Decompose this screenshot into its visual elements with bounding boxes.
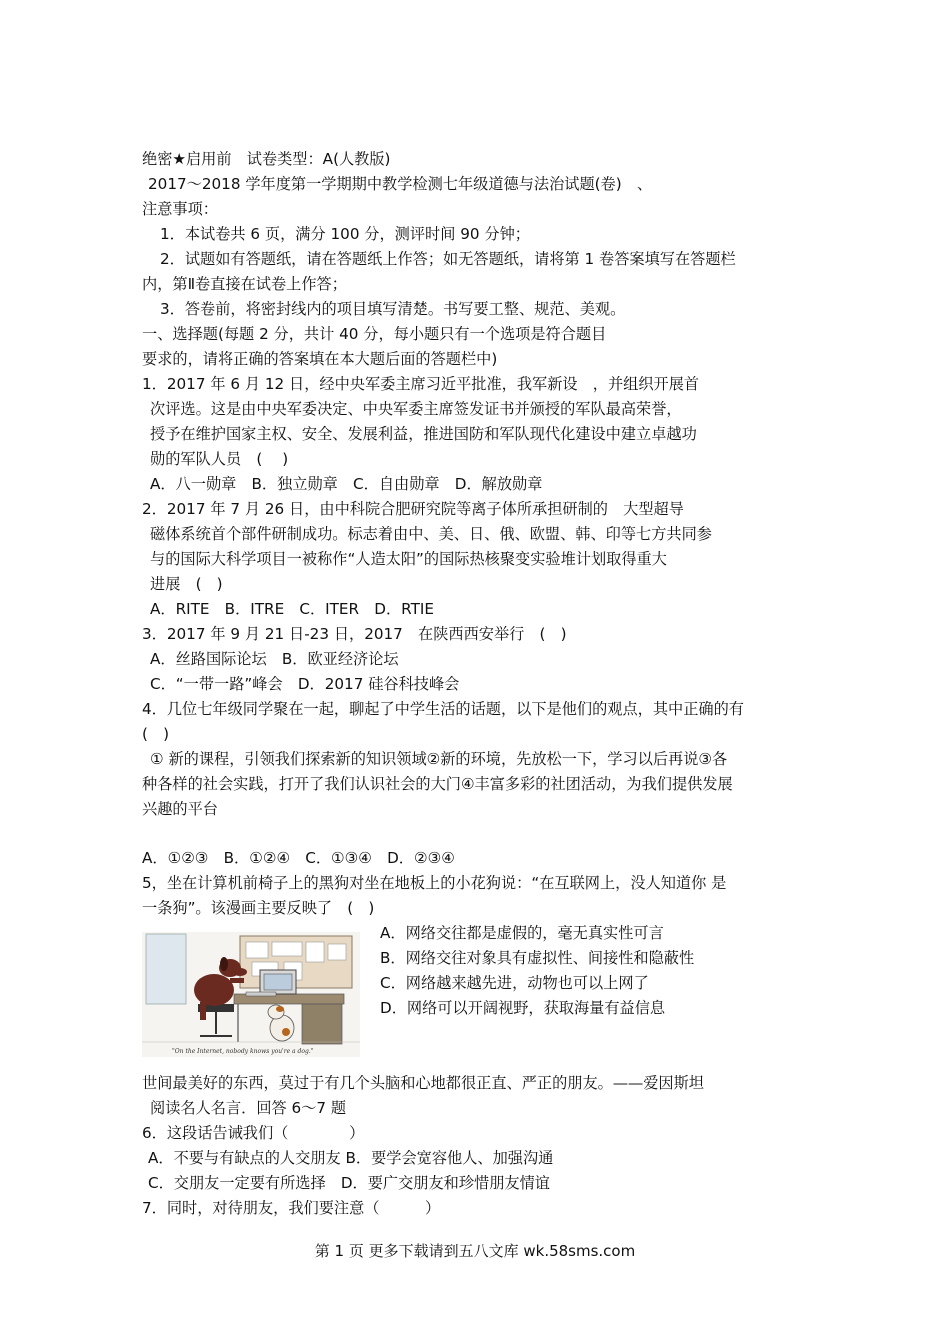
q2-options: A．RITE B．ITRE C．ITER D．RTIE bbox=[150, 600, 434, 618]
q5-stem-2: 一条狗”。该漫画主要反映了 ( ) bbox=[142, 899, 375, 917]
q2-stem: 2．2017 年 7 月 26 日，由中科院合肥研究院等离子体所承担研制的 大型超导 bbox=[142, 500, 684, 518]
q7-stem: 7．同时，对待朋友，我们要注意（ ） bbox=[142, 1199, 441, 1217]
q4-stem-2: ( ) bbox=[142, 725, 170, 743]
q4-stem-5: 兴趣的平台 bbox=[142, 800, 218, 818]
classification-line: 绝密★启用前 试卷类型：A(人教版) bbox=[142, 150, 391, 168]
q3-stem: 3．2017 年 9 月 21 日-23 日，2017 在陕西西安举行 ( ) bbox=[142, 625, 567, 643]
q5-option-c: C．网络越来越先进，动物也可以上网了 bbox=[380, 974, 649, 992]
q6-options-1: A．不要与有缺点的人交朋友 B．要学会宽容他人、加强沟通 bbox=[148, 1149, 554, 1167]
q5-option-a: A．网络交往都是虚假的，毫无真实性可言 bbox=[380, 924, 664, 942]
section-heading: 一、选择题(每题 2 分，共计 40 分，每小题只有一个选项是符合题目 bbox=[142, 325, 607, 343]
dog-cartoon-image bbox=[142, 932, 360, 1057]
q3-options-2: C．“一带一路”峰会 D．2017 硅谷科技峰会 bbox=[150, 675, 460, 693]
q1-stem-2: 次评选。这是由中央军委决定、中央军委主席签发证书并颁授的军队最高荣誉， bbox=[150, 400, 682, 418]
quote-text: 世间最美好的东西，莫过于有几个头脑和心地都很正直、严正的朋友。——爱因斯坦 bbox=[142, 1074, 704, 1092]
cartoon-caption: "On the Internet, nobody knows you're a dog." bbox=[172, 1048, 314, 1055]
q5-stem: 5，坐在计算机前椅子上的黑狗对坐在地板上的小花狗说：“在互联网上，没人知道你 是 bbox=[142, 874, 727, 892]
note-item-3: 3．答卷前，将密封线内的项目填写清楚。书写要工整、规范、美观。 bbox=[160, 300, 626, 318]
q1-stem: 1．2017 年 6 月 12 日，经中央军委主席习近平批准，我军新设 ，并组织开展首 bbox=[142, 375, 700, 393]
cartoon-illustration bbox=[142, 932, 360, 1057]
q1-options: A．八一勋章 B．独立勋章 C．自由勋章 D．解放勋章 bbox=[150, 475, 543, 493]
q4-stem-3: ① 新的课程，引领我们探索新的知识领域②新的环境，先放松一下，学习以后再说③各 bbox=[150, 750, 728, 768]
q4-stem-4: 种各样的社会实践，打开了我们认识社会的大门④丰富多彩的社团活动，为我们提供发展 bbox=[142, 775, 733, 793]
quote-instruction: 阅读名人名言．回答 6～7 题 bbox=[150, 1099, 347, 1117]
q4-options: A．①②③ B．①②④ C．①③④ D．②③④ bbox=[142, 849, 455, 867]
page-footer: 第 1 页 更多下载请到五八文库 wk.58sms.com bbox=[314, 1242, 636, 1260]
q5-option-b: B．网络交往对象具有虚拟性、间接性和隐蔽性 bbox=[380, 949, 695, 967]
q1-stem-4: 勋的军队人员 ( ) bbox=[150, 450, 289, 468]
q1-stem-3: 授予在维护国家主权、安全、发展利益，推进国防和军队现代化建设中建立卓越功 bbox=[150, 425, 697, 443]
q5-option-d: D．网络可以开阔视野，获取海量有益信息 bbox=[380, 999, 666, 1017]
note-item-1: 1．本试卷共 6 页，满分 100 分，测评时间 90 分钟； bbox=[160, 225, 530, 243]
section-heading-cont: 要求的，请将正确的答案填在本大题后面的答题栏中) bbox=[142, 350, 498, 368]
exam-title: 2017～2018 学年度第一学期期中教学检测七年级道德与法治试题(卷) 、 bbox=[148, 175, 653, 193]
q2-stem-4: 进展 ( ) bbox=[150, 575, 223, 593]
q2-stem-2: 磁体系统首个部件研制成功。标志着由中、美、日、俄、欧盟、韩、印等七方共同参 bbox=[150, 525, 712, 543]
q6-stem: 6．这段话告诫我们（ ） bbox=[142, 1124, 365, 1142]
q2-stem-3: 与的国际大科学项目一被称作“人造太阳”的国际热核聚变实验堆计划取得重大 bbox=[150, 550, 667, 568]
notes-heading: 注意事项： bbox=[142, 200, 218, 218]
note-item-2: 2．试题如有答题纸，请在答题纸上作答；如无答题纸，请将第 1 卷答案填写在答题栏 bbox=[160, 250, 736, 268]
q6-options-2: C．交朋友一定要有所选择 D．要广交朋友和珍惜朋友情谊 bbox=[148, 1174, 550, 1192]
q4-stem: 4．几位七年级同学聚在一起，聊起了中学生活的话题，以下是他们的观点，其中正确的有 bbox=[142, 700, 744, 718]
q3-options-1: A．丝路国际论坛 B．欧亚经济论坛 bbox=[150, 650, 399, 668]
note-item-2-cont: 内，第Ⅱ卷直接在试卷上作答； bbox=[142, 275, 347, 293]
